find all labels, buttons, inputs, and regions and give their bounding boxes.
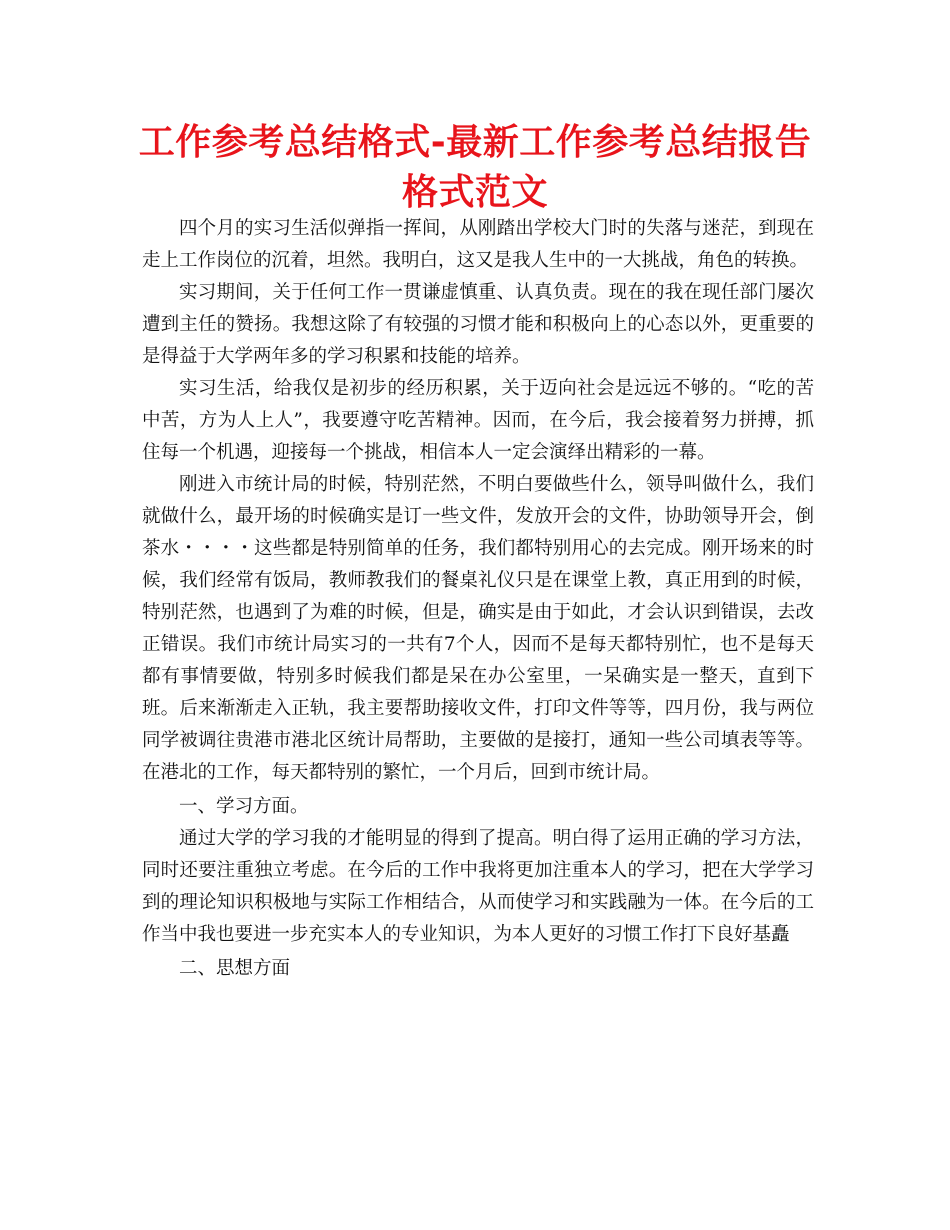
document-body [142, 213, 814, 985]
paragraph-work-attitude: 实习期间，关于任何工作一贯谦虚慎重、认真负责。现在的我在现任部门屡次遭到主任的赞扬。我想这除了有较强的习惯才能和积极向上的心态以外，更重要的是得益于大学两年多的学习积累和技能的培养。 [142, 282, 814, 367]
paragraph-study: 通过大学的学习我的才能明显的得到了提高。明白得了运用正确的学习方法，同时还要注重独立考虑。在今后的工作中我将更加注重本人的学习，把在大学学习到的理论知识积极地与实际工作相结合，从而使学习和实践融为一体。在今后的工作当中我也要进一步充实本人的专业知识，为本人更好的习惯工作打下良好基矗 [142, 828, 814, 945]
paragraph-internship-intro: 四个月的实习生活似弹指一挥间，从刚踏出学校大门时的失落与迷茫，到现在走上工作岗位的沉着，坦然。我明白，这又是我人生中的一大挑战，角色的转换。 [142, 218, 814, 271]
paragraph-statistics-bureau: 刚进入市统计局的时候，特别茫然，不明白要做些什么，领导叫做什么，我们就做什么，最开场的时候确实是订一些文件，发放开会的文件，协助领导开会，倒茶水・・・・这些都是特别简单的任务，我们都特别用心的去完成。刚开场来的时候，我们经常有饭局，教师教我们的餐桌礼仪只是在课堂上教，真正用到的时候，特别茫然，也遇到了为难的时候，但是，确实是由于如此，才会认识到错误，去改正错误。我们市统计局实习的一共有7个人，因而不是每天都特别忙，也不是每天都有事情要做，特别多时候我们都是呆在办公室里，一呆确实是一整天，直到下班。后来渐渐走入正轨，我主要帮助接收文件，打印文件等等，四月份，我与两位同学被调往贵港市港北区统计局帮助，主要做的是接打，通知一些公司填表等等。在港北的工作，每天都特别的繁忙，一个月后，回到市统计局。 [142, 474, 814, 783]
document-title: 工作参考总结格式-最新工作参考总结报告格式范文 [138, 122, 812, 213]
section-heading-thought: 二、思想方面 [179, 958, 291, 979]
section-heading-study: 一、学习方面。 [179, 796, 309, 817]
paragraph-hardship: 实习生活，给我仅是初步的经历积累，关于迈向社会是远远不够的。“吃的苦中苦，方为人上人”，我要遵守吃苦精神。因而，在今后，我会接着努力拼搏，抓住每一个机遇，迎接每一个挑战，相信本人一定会演绎出精彩的一幕。 [142, 378, 814, 463]
